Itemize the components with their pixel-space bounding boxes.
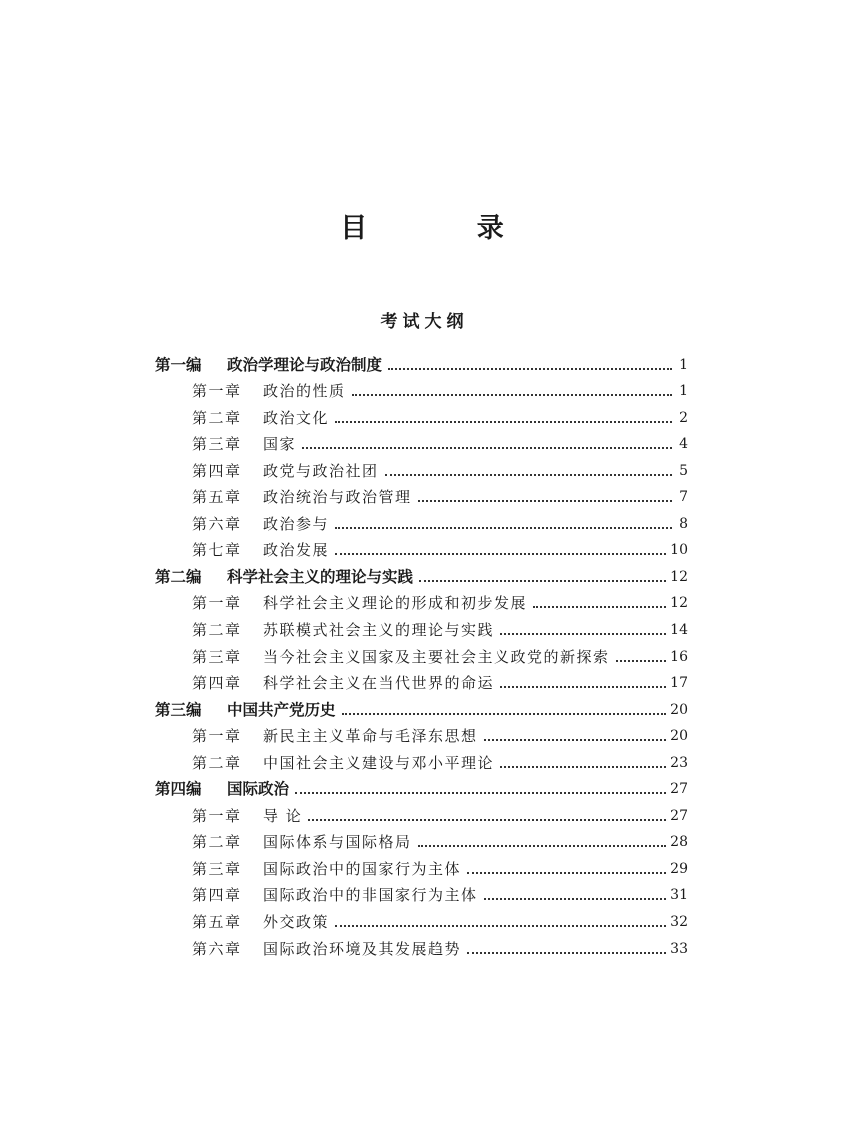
toc-chapter-entry[interactable] [155,746,688,773]
table-of-contents [155,348,688,959]
entry-number: 第三章 [192,647,242,666]
page-number: 2 [679,409,688,426]
entry-number: 第二章 [192,753,242,772]
entry-title: 外交政策 [263,913,330,932]
dot-leader [352,394,672,396]
entry-number: 第六章 [192,514,242,533]
toc-chapter-entry[interactable] [155,932,688,959]
entry-title: 中国共产党历史 [227,700,336,719]
toc-part-entry[interactable] [155,348,688,375]
toc-chapter-entry[interactable] [155,401,688,428]
entry-title: 政治统治与政治管理 [263,488,412,507]
entry-title: 政治发展 [263,541,330,560]
dot-leader [308,819,666,821]
page-number: 31 [670,887,688,904]
entry-title: 国际体系与国际格局 [263,833,412,852]
dot-leader [616,660,667,662]
entry-number: 第四章 [192,461,242,480]
entry-title: 科学社会主义的理论与实践 [227,567,414,586]
toc-part-entry[interactable] [155,693,688,720]
entry-number: 第七章 [192,541,242,560]
page-number: 1 [679,356,688,373]
dot-leader [385,474,672,476]
entry-title: 中国社会主义建设与邓小平理论 [263,753,495,772]
entry-title: 当今社会主义国家及主要社会主义政党的新探索 [263,647,610,666]
entry-number: 第一章 [192,806,242,825]
dot-leader [335,553,666,555]
toc-chapter-entry[interactable] [155,507,688,534]
entry-number: 第四章 [192,886,242,905]
page-number: 7 [679,489,688,506]
dot-leader [419,580,666,582]
entry-number: 第二编 [155,567,202,586]
toc-chapter-entry[interactable] [155,587,688,614]
dot-leader [467,872,666,874]
entry-title: 国际政治 [227,780,290,799]
dot-leader [500,686,666,688]
toc-part-entry[interactable] [155,560,688,587]
entry-number: 第二章 [192,408,242,427]
entry-number: 第三章 [192,435,242,454]
page-number: 20 [670,728,688,745]
page-number: 23 [670,754,688,771]
page-title: 目 录 [340,213,554,244]
dot-leader [500,633,666,635]
toc-chapter-entry[interactable] [155,613,688,640]
page-number: 12 [670,568,688,585]
toc-chapter-entry[interactable] [155,720,688,747]
page-number: 12 [670,595,688,612]
toc-chapter-entry[interactable] [155,428,688,455]
dot-leader [418,500,672,502]
entry-title: 国际政治中的国家行为主体 [263,859,462,878]
page-number: 20 [670,701,688,718]
page-number: 4 [679,436,688,453]
toc-chapter-entry[interactable] [155,799,688,826]
page-number: 27 [670,807,688,824]
dot-leader [335,925,666,927]
dot-leader [484,739,667,741]
dot-leader [500,766,666,768]
dot-leader [484,898,667,900]
page-number: 5 [679,462,688,479]
entry-number: 第五章 [192,913,242,932]
entry-title: 导 论 [263,806,303,825]
page-number: 16 [670,648,688,665]
entry-number: 第二章 [192,621,242,640]
page-number: 17 [670,675,688,692]
entry-number: 第一章 [192,382,242,401]
entry-title: 政治文化 [263,408,330,427]
toc-chapter-entry[interactable] [155,454,688,481]
dot-leader [533,606,666,608]
dot-leader [342,713,667,715]
entry-title: 新民主主义革命与毛泽东思想 [263,727,478,746]
entry-title: 政治学理论与政治制度 [227,355,383,374]
toc-chapter-entry[interactable] [155,667,688,694]
dot-leader [302,447,672,449]
section-title: 考试大纲 [380,312,469,332]
entry-title: 国家 [263,435,297,454]
toc-chapter-entry[interactable] [155,826,688,853]
page-number: 14 [670,622,688,639]
dot-leader [295,792,666,794]
toc-chapter-entry[interactable] [155,640,688,667]
page-number: 8 [679,515,688,532]
toc-chapter-entry[interactable] [155,852,688,879]
entry-number: 第四编 [155,780,202,799]
toc-chapter-entry[interactable] [155,879,688,906]
entry-number: 第三编 [155,700,202,719]
page-number: 28 [670,834,688,851]
entry-title: 政党与政治社团 [263,461,379,480]
page-number: 33 [670,940,688,957]
entry-number: 第二章 [192,833,242,852]
toc-chapter-entry[interactable] [155,375,688,402]
entry-title: 苏联模式社会主义的理论与实践 [263,621,495,640]
page-number: 29 [670,860,688,877]
entry-number: 第一编 [155,355,202,374]
entry-title: 政治参与 [263,514,330,533]
page-number: 32 [670,914,688,931]
dot-leader [418,845,667,847]
dot-leader [335,527,672,529]
dot-leader [335,421,672,423]
entry-title: 科学社会主义在当代世界的命运 [263,674,495,693]
dot-leader [467,952,666,954]
toc-part-entry[interactable] [155,773,688,800]
entry-title: 政治的性质 [263,382,346,401]
page-number: 1 [679,383,688,400]
entry-title: 国际政治中的非国家行为主体 [263,886,478,905]
toc-chapter-entry[interactable] [155,481,688,508]
toc-chapter-entry[interactable] [155,905,688,932]
page-number: 10 [670,542,688,559]
entry-number: 第六章 [192,939,242,958]
entry-title: 科学社会主义理论的形成和初步发展 [263,594,528,613]
entry-number: 第一章 [192,727,242,746]
entry-number: 第五章 [192,488,242,507]
page-number: 27 [670,781,688,798]
entry-title: 国际政治环境及其发展趋势 [263,939,462,958]
entry-number: 第一章 [192,594,242,613]
toc-chapter-entry[interactable] [155,534,688,561]
entry-number: 第四章 [192,674,242,693]
entry-number: 第三章 [192,859,242,878]
dot-leader [388,368,672,370]
